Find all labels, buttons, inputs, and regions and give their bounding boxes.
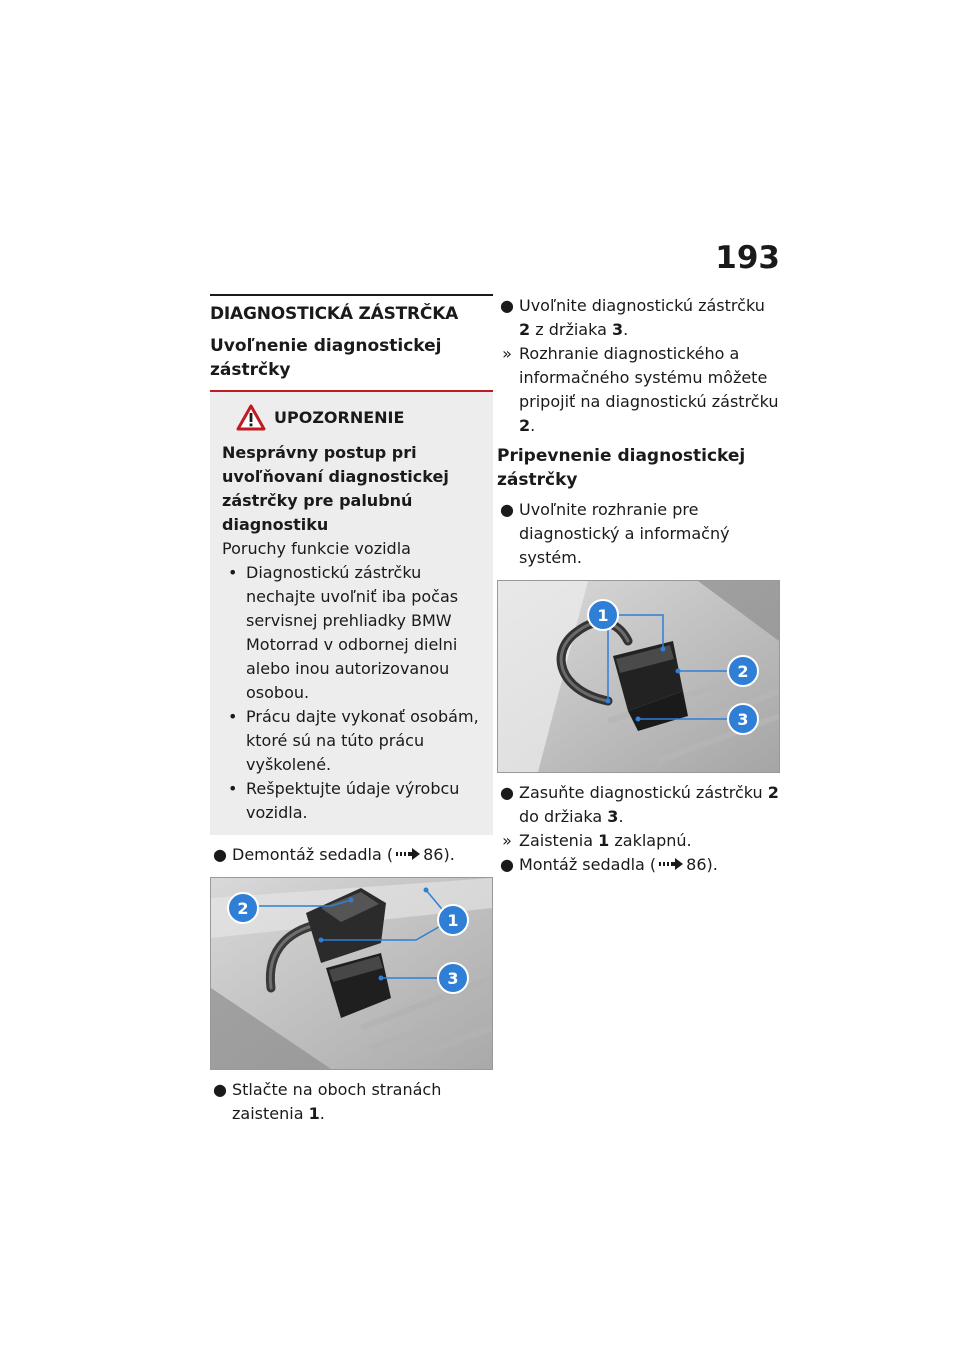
right-column xyxy=(497,294,780,877)
result-text-end: . xyxy=(530,416,536,435)
callout-3 xyxy=(438,963,468,993)
step-text-end: ). xyxy=(706,855,718,874)
page-number: 193 xyxy=(715,240,780,276)
result-text: Zaistenia xyxy=(519,831,599,850)
callout-2 xyxy=(728,656,758,686)
callout-label: 3 xyxy=(447,969,459,988)
step-text: Zasuňte diagnostickú zástrčku xyxy=(519,783,768,802)
figure-release-connector xyxy=(210,877,493,1070)
step-number: 2 xyxy=(767,783,779,802)
page-reference[interactable]: 86 xyxy=(423,845,444,864)
result-text: Rozhranie diagnostického a informačného systému môžete pripojiť na diagnostickú zástrčku xyxy=(519,344,779,411)
warning-title: UPOZORNENIE xyxy=(274,407,405,427)
warning-bullet: • Prácu dajte vykonať osobám, ktoré sú na túto prácu vyškolené. xyxy=(222,705,483,777)
step-text: Stlačte na oboch stranách zaistenia xyxy=(232,1080,442,1123)
warning-triangle-icon xyxy=(236,404,266,431)
callout-1 xyxy=(588,600,618,630)
callout-1 xyxy=(438,905,468,935)
warning-bullet: • Rešpektujte údaje výrobcu vozidla. xyxy=(222,777,483,825)
step-item xyxy=(497,294,780,342)
step-number: 1 xyxy=(598,831,610,850)
subheading-release: Uvoľnenie diagnostickej zástrčky xyxy=(210,336,442,380)
step-item xyxy=(210,843,493,867)
step-bullet-icon: ● xyxy=(500,855,514,874)
page-reference-arrow-icon xyxy=(658,857,684,871)
step-bullet-icon: ● xyxy=(213,1080,227,1099)
step-number: 2 xyxy=(519,416,531,435)
step-list xyxy=(497,294,780,438)
section-title: DIAGNOSTICKÁ ZÁSTRČKA xyxy=(210,304,459,324)
callout-label: 3 xyxy=(737,710,749,729)
result-arrow-icon: » xyxy=(502,344,512,363)
result-arrow-icon: » xyxy=(502,831,512,850)
step-list xyxy=(497,781,780,877)
result-item xyxy=(497,342,780,438)
warning-subtitle: Nesprávny postup pri uvoľňovaní diagnostickej zástrčky pre palubnú diagnostiku xyxy=(222,443,449,534)
step-bullet-icon: ● xyxy=(213,845,227,864)
callout-2 xyxy=(228,893,258,923)
step-bullet-icon: ● xyxy=(500,500,514,519)
step-text: Demontáž sedadla ( xyxy=(232,845,394,864)
step-text-end: . xyxy=(319,1104,325,1123)
step-item xyxy=(497,781,780,829)
callout-label: 1 xyxy=(447,911,459,930)
step-list xyxy=(210,1078,493,1126)
step-text: do držiaka xyxy=(519,807,608,826)
callout-label: 2 xyxy=(237,899,249,918)
warning-consequence: Poruchy funkcie vozidla xyxy=(222,539,411,558)
step-number: 3 xyxy=(611,320,624,339)
step-list xyxy=(497,498,780,570)
callout-3 xyxy=(728,704,758,734)
step-text-end: . xyxy=(623,320,629,339)
step-bullet-icon: ● xyxy=(500,783,514,802)
page-reference-arrow-icon xyxy=(395,847,421,861)
figure-attach-connector xyxy=(497,580,780,773)
step-item xyxy=(497,853,780,877)
subheading-attach: Pripevnenie diagnostickej zástrčky xyxy=(497,446,746,490)
page-reference[interactable]: 86 xyxy=(686,855,707,874)
left-column xyxy=(210,294,493,1126)
warning-bullet: • Diagnostickú zástrčku nechajte uvoľniť iba počas servisnej prehliadky BMW Motorrad v odbornej dielni alebo inou autorizovanou osobou. xyxy=(222,561,483,705)
step-text: z držiaka xyxy=(530,320,612,339)
step-text-end: ). xyxy=(443,845,455,864)
step-number: 2 xyxy=(519,320,531,339)
step-item xyxy=(497,498,780,570)
step-list xyxy=(210,843,493,867)
step-text-end: . xyxy=(618,807,624,826)
warning-box xyxy=(210,390,493,835)
warning-bullet-list xyxy=(222,561,483,825)
result-text-end: zaklapnú. xyxy=(609,831,692,850)
section-rule xyxy=(210,294,493,296)
step-text: Uvoľnite rozhranie pre diagnostický a informačný systém. xyxy=(519,500,730,567)
result-item xyxy=(497,829,780,853)
step-number: 1 xyxy=(308,1104,320,1123)
callout-label: 2 xyxy=(737,662,749,681)
callout-label: 1 xyxy=(597,606,609,625)
step-bullet-icon: ● xyxy=(500,296,514,315)
step-text: Montáž sedadla ( xyxy=(519,855,657,874)
step-text: Uvoľnite diagnostickú zástrčku xyxy=(519,296,765,315)
step-item xyxy=(210,1078,493,1126)
warning-header xyxy=(222,404,483,431)
step-number: 3 xyxy=(607,807,619,826)
